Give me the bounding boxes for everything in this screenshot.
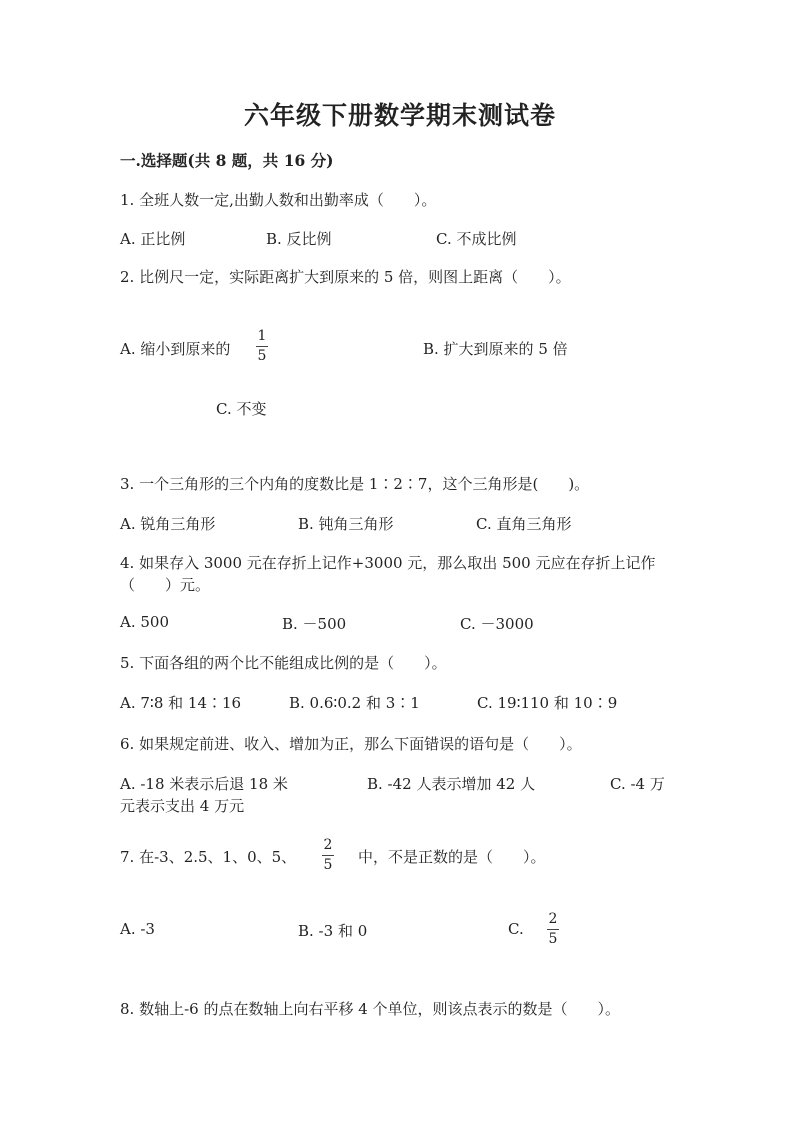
question-7-stem-part1: 7. 在-3、2.5、1、0、5、 [120,848,297,866]
q2-option-a: A. 缩小到原来的 [120,340,231,358]
question-5-stem: 5. 下面各组的两个比不能组成比例的是（ ）。 [120,654,447,672]
fraction-bar [256,346,268,347]
q4-option-c: C. －3000 [460,615,534,633]
q7-option-c-fraction [547,912,559,947]
question-4-stem-line2: （ ）元。 [120,576,211,594]
q6-option-a: A. -18 米表示后退 18 米 [120,775,288,793]
question-6-stem: 6. 如果规定前进、收入、增加为正，那么下面错误的语句是（ ）。 [120,735,582,753]
question-3-stem: 3. 一个三角形的三个内角的度数比是 1∶2∶7，这个三角形是( )。 [120,475,590,493]
q7-option-c: C. [508,920,524,938]
q4-option-b: B. －500 [282,615,347,633]
q5-option-c: C. 19∶110 和 10∶9 [477,694,618,712]
q2-option-b: B. 扩大到原来的 5 倍 [423,340,568,358]
question-8-stem: 8. 数轴上-6 的点在数轴上向右平移 4 个单位，则该点表示的数是（ ）。 [120,1000,621,1018]
q7-option-a: A. -3 [120,920,155,938]
q5-option-a: A. 7∶8 和 14∶16 [120,694,242,712]
q6-option-b: B. -42 人表示增加 42 人 [367,775,536,793]
q7-option-c-numerator: 2 [548,911,558,927]
page-title: 六年级下册数学期末测试卷 [243,101,556,130]
q2-fraction-numerator: 1 [257,328,267,344]
question-7-stem-part2: 中，不是正数的是（ ）。 [358,848,546,866]
q2-fraction [256,329,268,364]
q3-option-b: B. 钝角三角形 [298,515,394,533]
q7-fraction-denominator: 5 [323,857,333,873]
q1-option-a: A. 正比例 [120,230,186,248]
q7-option-b: B. -3 和 0 [298,922,368,940]
section-heading: 一.选择题(共 8 题，共 16 分) [120,151,334,170]
question-4-stem-line1: 4. 如果存入 3000 元在存折上记作+3000 元，那么取出 500 元应在存折上记作 [120,554,656,572]
fraction-bar [322,855,334,856]
q6-option-c: C. -4 万 [610,775,665,793]
q6-option-c-continued: 元表示支出 4 万元 [120,797,245,815]
question-1-stem: 1. 全班人数一定,出勤人数和出勤率成（ ）。 [120,191,437,209]
q3-option-c: C. 直角三角形 [476,515,572,533]
q2-fraction-denominator: 5 [257,348,267,364]
q5-option-b: B. 0.6∶0.2 和 3∶1 [289,694,420,712]
fraction-bar [547,929,559,930]
q4-option-a: A. 500 [120,613,169,631]
q1-option-b: B. 反比例 [266,230,332,248]
q7-fraction-numerator: 2 [323,837,333,853]
q2-option-c: C. 不变 [216,400,267,418]
q3-option-a: A. 锐角三角形 [120,515,216,533]
question-2-stem: 2. 比例尺一定，实际距离扩大到原来的 5 倍，则图上距离（ ）。 [120,268,571,286]
q7-option-c-denominator: 5 [548,931,558,947]
q1-option-c: C. 不成比例 [436,230,517,248]
q7-stem-fraction [322,838,334,873]
